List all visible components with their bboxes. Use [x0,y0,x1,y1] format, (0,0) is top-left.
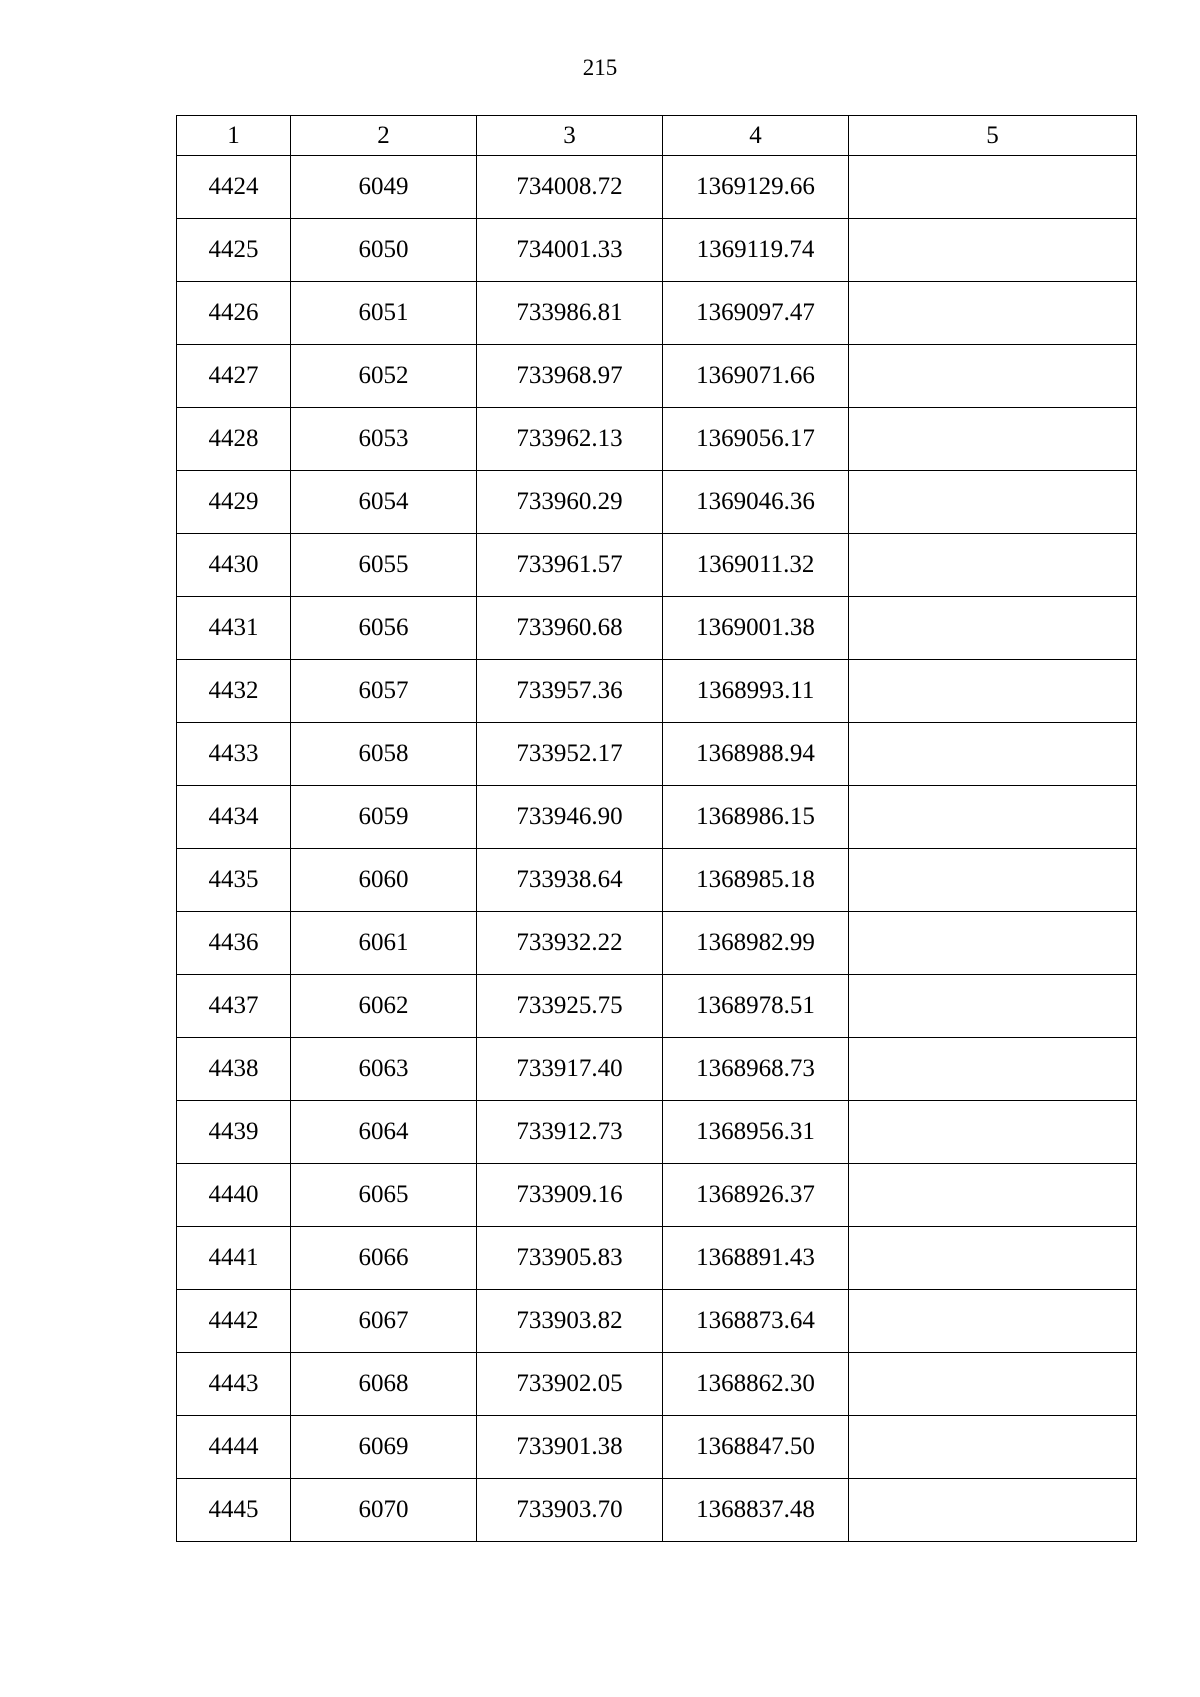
table-row [177,1479,1137,1542]
coordinates-table [176,115,1137,1542]
table-cell-col-2: 6064 [291,1101,477,1164]
table-cell-col-4: 1368847.50 [663,1416,849,1479]
table-cell-col-5 [849,156,1137,219]
table-cell-col-4: 1368988.94 [663,723,849,786]
column-header-4: 4 [663,116,849,156]
table-row [177,849,1137,912]
table-cell-col-2: 6068 [291,1353,477,1416]
table-cell-col-5 [849,345,1137,408]
table-row [177,597,1137,660]
table-row [177,1038,1137,1101]
table-cell-col-4: 1368926.37 [663,1164,849,1227]
table-cell-col-3: 733909.16 [477,1164,663,1227]
table-cell-col-4: 1368891.43 [663,1227,849,1290]
table-row [177,408,1137,471]
table-cell-col-3: 733961.57 [477,534,663,597]
table-cell-col-4: 1368862.30 [663,1353,849,1416]
table-row [177,345,1137,408]
table-cell-col-4: 1368986.15 [663,786,849,849]
table-cell-col-4: 1369129.66 [663,156,849,219]
header-row [177,116,1137,156]
table-cell-col-1: 4427 [177,345,291,408]
table-cell-col-2: 6050 [291,219,477,282]
table-cell-col-2: 6061 [291,912,477,975]
table-cell-col-4: 1368873.64 [663,1290,849,1353]
table-cell-col-4: 1369119.74 [663,219,849,282]
column-header-3: 3 [477,116,663,156]
table-row [177,1164,1137,1227]
table-cell-col-5 [849,597,1137,660]
table-cell-col-2: 6053 [291,408,477,471]
table-cell-col-2: 6062 [291,975,477,1038]
table-cell-col-4: 1368993.11 [663,660,849,723]
table-cell-col-3: 733952.17 [477,723,663,786]
table-cell-col-1: 4441 [177,1227,291,1290]
column-header-2: 2 [291,116,477,156]
table-row [177,1416,1137,1479]
table-cell-col-2: 6065 [291,1164,477,1227]
table-cell-col-5 [849,1227,1137,1290]
table-row [177,219,1137,282]
table-cell-col-2: 6060 [291,849,477,912]
table-cell-col-3: 733902.05 [477,1353,663,1416]
table-cell-col-3: 733932.22 [477,912,663,975]
table-cell-col-5 [849,1479,1137,1542]
table-row [177,1227,1137,1290]
table-cell-col-4: 1368956.31 [663,1101,849,1164]
table-cell-col-1: 4443 [177,1353,291,1416]
table-cell-col-2: 6055 [291,534,477,597]
table-cell-col-2: 6054 [291,471,477,534]
table-cell-col-2: 6058 [291,723,477,786]
column-header-5: 5 [849,116,1137,156]
table-cell-col-1: 4432 [177,660,291,723]
table-cell-col-1: 4426 [177,282,291,345]
table-cell-col-3: 733901.38 [477,1416,663,1479]
table-cell-col-5 [849,471,1137,534]
table-cell-col-5 [849,912,1137,975]
table-cell-col-4: 1368982.99 [663,912,849,975]
table-cell-col-3: 733905.83 [477,1227,663,1290]
table-cell-col-2: 6066 [291,1227,477,1290]
table-cell-col-5 [849,786,1137,849]
table-cell-col-3: 733986.81 [477,282,663,345]
table-cell-col-5 [849,660,1137,723]
table-row [177,912,1137,975]
table-cell-col-3: 733962.13 [477,408,663,471]
table-cell-col-3: 733903.82 [477,1290,663,1353]
table-row [177,156,1137,219]
table-cell-col-1: 4445 [177,1479,291,1542]
table-cell-col-3: 733912.73 [477,1101,663,1164]
table-row [177,1101,1137,1164]
table-cell-col-3: 733917.40 [477,1038,663,1101]
table-cell-col-2: 6057 [291,660,477,723]
table-cell-col-5 [849,723,1137,786]
table-cell-col-3: 733968.97 [477,345,663,408]
table-cell-col-2: 6051 [291,282,477,345]
table-header [177,116,1137,156]
table-cell-col-3: 733946.90 [477,786,663,849]
table-cell-col-3: 733925.75 [477,975,663,1038]
table-cell-col-1: 4437 [177,975,291,1038]
table-cell-col-1: 4444 [177,1416,291,1479]
table-cell-col-1: 4425 [177,219,291,282]
table-cell-col-3: 734001.33 [477,219,663,282]
table-cell-col-4: 1369046.36 [663,471,849,534]
table-cell-col-1: 4430 [177,534,291,597]
table-cell-col-4: 1369001.38 [663,597,849,660]
table-cell-col-5 [849,1353,1137,1416]
table-cell-col-1: 4433 [177,723,291,786]
table-body [177,156,1137,1542]
page-number: 215 [582,55,618,80]
table-cell-col-1: 4436 [177,912,291,975]
table-cell-col-2: 6067 [291,1290,477,1353]
column-header-1: 1 [177,116,291,156]
table-cell-col-3: 733903.70 [477,1479,663,1542]
table-cell-col-5 [849,1101,1137,1164]
table-cell-col-1: 4431 [177,597,291,660]
table-cell-col-5 [849,849,1137,912]
table-row [177,1353,1137,1416]
table-cell-col-5 [849,219,1137,282]
table-cell-col-1: 4435 [177,849,291,912]
table-cell-col-1: 4440 [177,1164,291,1227]
table-cell-col-2: 6070 [291,1479,477,1542]
table-cell-col-5 [849,1038,1137,1101]
table-cell-col-4: 1368978.51 [663,975,849,1038]
table-cell-col-4: 1369097.47 [663,282,849,345]
table-cell-col-5 [849,1164,1137,1227]
table-cell-col-1: 4424 [177,156,291,219]
table-row [177,660,1137,723]
table-row [177,534,1137,597]
table-cell-col-3: 733938.64 [477,849,663,912]
table-cell-col-1: 4438 [177,1038,291,1101]
table-cell-col-3: 733957.36 [477,660,663,723]
table-cell-col-2: 6049 [291,156,477,219]
table-cell-col-5 [849,408,1137,471]
table-cell-col-5 [849,1290,1137,1353]
table-cell-col-3: 733960.68 [477,597,663,660]
table-row [177,1290,1137,1353]
table-cell-col-1: 4442 [177,1290,291,1353]
table-cell-col-2: 6052 [291,345,477,408]
table-cell-col-4: 1369071.66 [663,345,849,408]
table-row [177,723,1137,786]
table-cell-col-4: 1369056.17 [663,408,849,471]
table-cell-col-2: 6063 [291,1038,477,1101]
table-row [177,786,1137,849]
table-row [177,282,1137,345]
table-cell-col-1: 4439 [177,1101,291,1164]
table-row [177,471,1137,534]
table-cell-col-1: 4434 [177,786,291,849]
table-cell-col-3: 733960.29 [477,471,663,534]
table-cell-col-5 [849,975,1137,1038]
table-cell-col-2: 6059 [291,786,477,849]
table-cell-col-2: 6056 [291,597,477,660]
table-cell-col-1: 4428 [177,408,291,471]
table-cell-col-4: 1368968.73 [663,1038,849,1101]
table-cell-col-4: 1368837.48 [663,1479,849,1542]
table-cell-col-4: 1368985.18 [663,849,849,912]
table-cell-col-5 [849,1416,1137,1479]
table-cell-col-5 [849,534,1137,597]
table-row [177,975,1137,1038]
table-cell-col-1: 4429 [177,471,291,534]
table-cell-col-2: 6069 [291,1416,477,1479]
table-cell-col-5 [849,282,1137,345]
table-cell-col-4: 1369011.32 [663,534,849,597]
table-cell-col-3: 734008.72 [477,156,663,219]
